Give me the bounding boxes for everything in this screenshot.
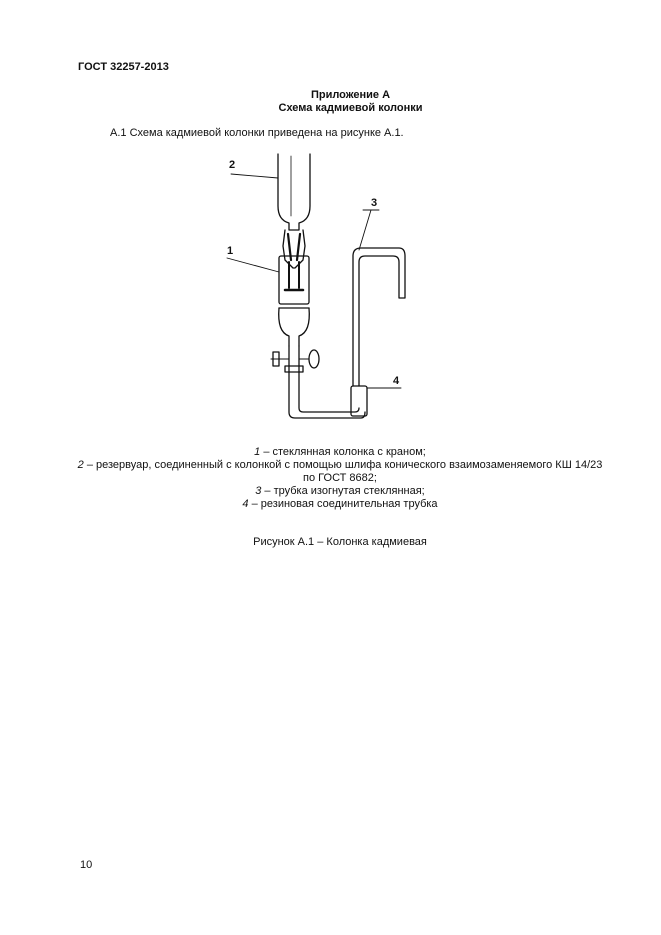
- legend-num: 3: [255, 485, 262, 497]
- legend-item-4: [40, 498, 640, 511]
- legend-num: 1: [254, 446, 261, 458]
- u-tube-inner: [299, 372, 359, 412]
- reservoir-shape: [278, 154, 310, 230]
- figure-label-2: 2: [229, 159, 236, 171]
- cadmium-column-figure: [205, 150, 435, 420]
- figure-label-1: 1: [227, 245, 234, 257]
- page-number: 10: [80, 859, 93, 871]
- legend-item-1: [40, 446, 640, 459]
- legend-item-3: [40, 485, 640, 498]
- legend-text: – резиновая соединительная трубка: [248, 498, 438, 510]
- legend-text: – стеклянная колонка с краном;: [260, 446, 426, 458]
- legend-num: 4: [242, 498, 249, 510]
- figure-label-3: 3: [371, 197, 378, 209]
- column-body: [279, 256, 309, 304]
- intro-paragraph: А.1 Схема кадмиевой колонки приведена на рисунке А.1.: [110, 127, 404, 139]
- bent-tube-outer: [353, 248, 405, 386]
- annex-subtitle: Схема кадмиевой колонки: [278, 102, 423, 114]
- figure-caption: Рисунок А.1 – Колонка кадмиевая: [253, 536, 427, 548]
- legend-text: по ГОСТ 8682;: [303, 472, 377, 484]
- document-id: ГОСТ 32257-2013: [78, 61, 169, 73]
- column-bulb: [279, 308, 310, 346]
- legend-item-2-cont: [40, 472, 640, 485]
- label-leader-3b: [359, 210, 371, 250]
- label-leader-2: [231, 174, 278, 178]
- legend-text: – резервуар, соединенный с колонкой с помощью шлифа конического взаимозаменяемого КШ 14/23: [83, 459, 603, 471]
- legend-text: – трубка изогнутая стеклянная;: [261, 485, 425, 497]
- legend-item-2: [40, 459, 640, 472]
- stopcock-body: [289, 346, 299, 372]
- label-leader-1: [227, 258, 279, 272]
- joint-shape: [283, 230, 305, 268]
- legend-num: 2: [77, 459, 84, 471]
- stopcock-handle: [309, 350, 319, 368]
- annex-title: Приложение А: [310, 89, 391, 101]
- figure-label-4: 4: [393, 375, 400, 387]
